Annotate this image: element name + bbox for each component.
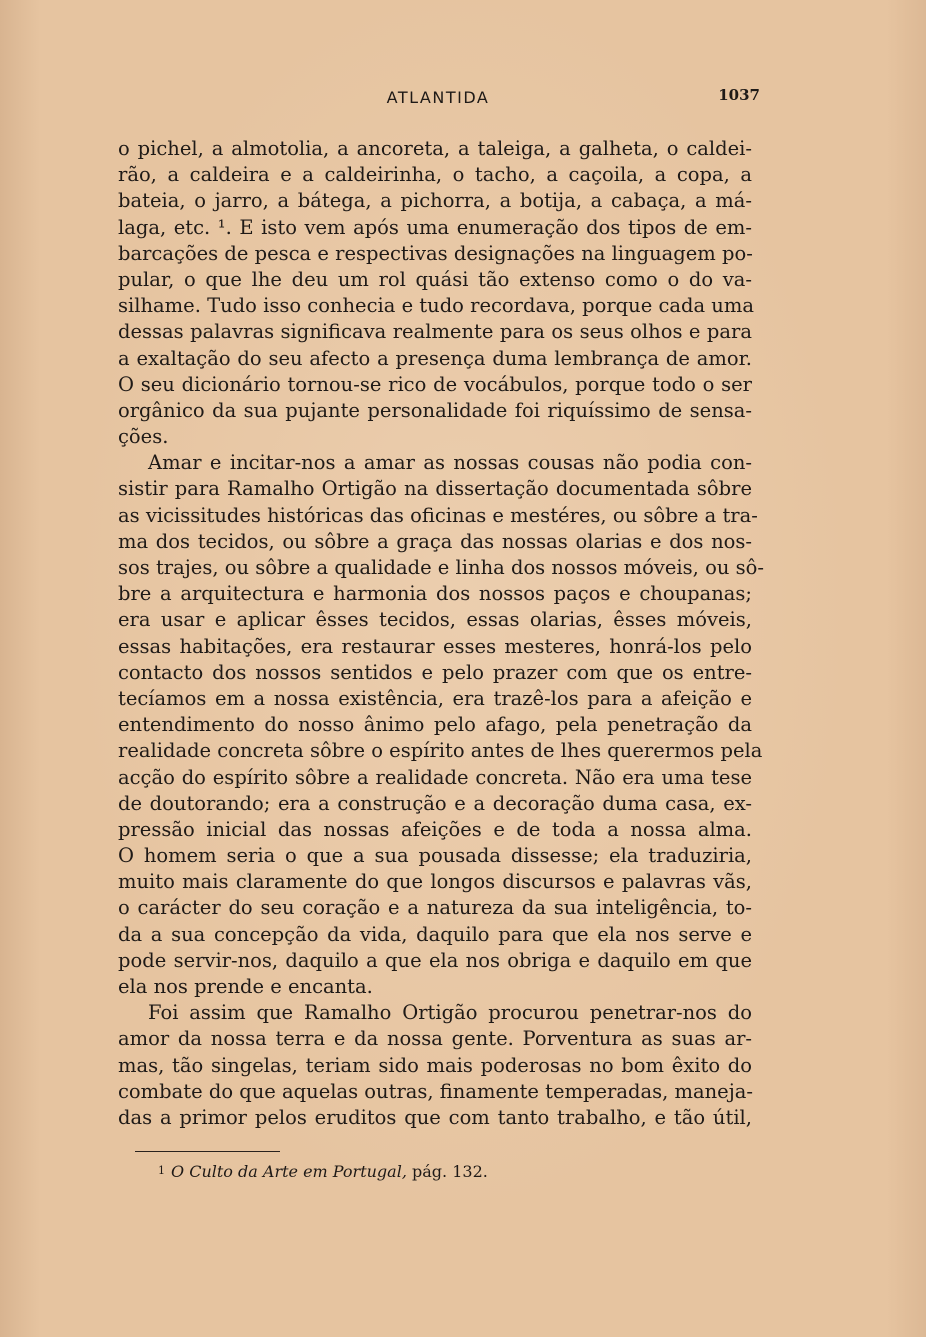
text-line: a exaltação do seu afecto a presença duma lembrança de amor.: [118, 346, 752, 370]
footnote-mark: 1: [158, 1164, 165, 1177]
paragraph-end-line: ções.: [118, 425, 169, 449]
footnote-title: O Culto da Arte em Portugal,: [171, 1162, 407, 1181]
text-line: amor da nossa terra e da nossa gente. Porventura as suas ar-: [118, 1027, 752, 1051]
text-line: da a sua concepção da vida, daquilo para que ela nos serve e: [118, 922, 752, 946]
text-line: o pichel, a almotolia, a ancoreta, a taleiga, a galheta, o caldei-: [118, 137, 752, 160]
text-line: bre a arquitectura e harmonia dos nossos paços e choupanas;: [118, 582, 752, 606]
text-line: rão, a caldeira e a caldeirinha, o tacho, a caçoila, a copa, a: [118, 163, 752, 187]
text-line: ma dos tecidos, ou sôbre a graça das nossas olarias e dos nos-: [118, 529, 752, 553]
text-line: mas, tão singelas, teriam sido mais poderosas no bom êxito do: [118, 1053, 752, 1077]
text-line: pular, o que lhe deu um rol quási tão extenso como o do va-: [118, 267, 752, 291]
text-line: combate do que aquelas outras, finamente temperadas, maneja-: [118, 1079, 753, 1103]
page-header: [118, 88, 758, 114]
text-line: pressão inicial das nossas afeições e de toda a nossa alma.: [118, 817, 752, 841]
paragraph-start-line: Foi assim que Ramalho Ortigão procurou penetrar-nos do: [148, 1001, 752, 1025]
text-line: barcações de pesca e respectivas designações na linguagem po-: [118, 241, 753, 265]
text-line: sistir para Ramalho Ortigão na dissertação documentada sôbre: [118, 477, 752, 501]
text-line: orgânico da sua pujante personalidade foi riquíssimo de sensa-: [118, 398, 752, 422]
text-line: de doutorando; era a construção e a decoração duma casa, ex-: [118, 791, 752, 815]
text-line: o carácter do seu coração e a natureza da sua inteligência, to-: [118, 896, 752, 920]
text-line: O seu dicionário tornou-se rico de vocábulos, porque todo o ser: [118, 372, 752, 396]
paragraph-end-line: ela nos prende e encanta.: [118, 975, 373, 998]
footnote-rule: [135, 1151, 280, 1152]
paragraph-start-line: Amar e incitar-nos a amar as nossas cousas não podia con-: [148, 451, 752, 475]
text-line: dessas palavras significava realmente para os seus olhos e para: [118, 320, 752, 344]
text-line: muito mais claramente do que longos discursos e palavras vãs,: [118, 870, 752, 894]
page-number: 1037: [718, 86, 760, 104]
text-line: essas habitações, era restaurar esses mesteres, honrá-los pelo: [118, 634, 752, 658]
text-line: sos trajes, ou sôbre a qualidade e linha dos nossos móveis, ou sô-: [118, 556, 764, 579]
running-title: ATLANTIDA: [386, 88, 490, 107]
text-line: das a primor pelos eruditos que com tanto trabalho, e tão útil,: [118, 1105, 752, 1129]
text-line: pode servir-nos, daquilo a que ela nos obriga e daquilo em que: [118, 948, 752, 972]
text-line: silhame. Tudo isso conhecia e tudo recordava, porque cada uma: [118, 294, 754, 318]
footnote-page-ref: pág. 132.: [412, 1162, 488, 1181]
text-line: as vicissitudes históricas das oficinas e mestéres, ou sôbre a tra-: [118, 503, 758, 527]
text-line: era usar e aplicar êsses tecidos, essas olarias, êsses móveis,: [118, 608, 752, 632]
text-line: tecíamos em a nossa existência, era trazê-los para a afeição e: [118, 686, 752, 710]
text-line: O homem seria o que a sua pousada dissesse; ela traduziria,: [118, 844, 752, 868]
text-line: entendimento do nosso ânimo pelo afago, pela penetração da: [118, 713, 752, 737]
text-line: contacto dos nossos sentidos e pelo prazer com que os entre-: [118, 660, 752, 684]
text-line: bateia, o jarro, a bátega, a pichorra, a botija, a cabaça, a má-: [118, 189, 752, 213]
text-line: laga, etc. ¹. E isto vem após uma enumeração dos tipos de em-: [118, 215, 752, 239]
text-line: acção do espírito sôbre a realidade concreta. Não era uma tese: [118, 765, 752, 789]
footnote: [158, 1160, 758, 1183]
text-line: realidade concreta sôbre o espírito antes de lhes querermos pela: [118, 739, 763, 763]
body-text: [118, 136, 764, 1131]
